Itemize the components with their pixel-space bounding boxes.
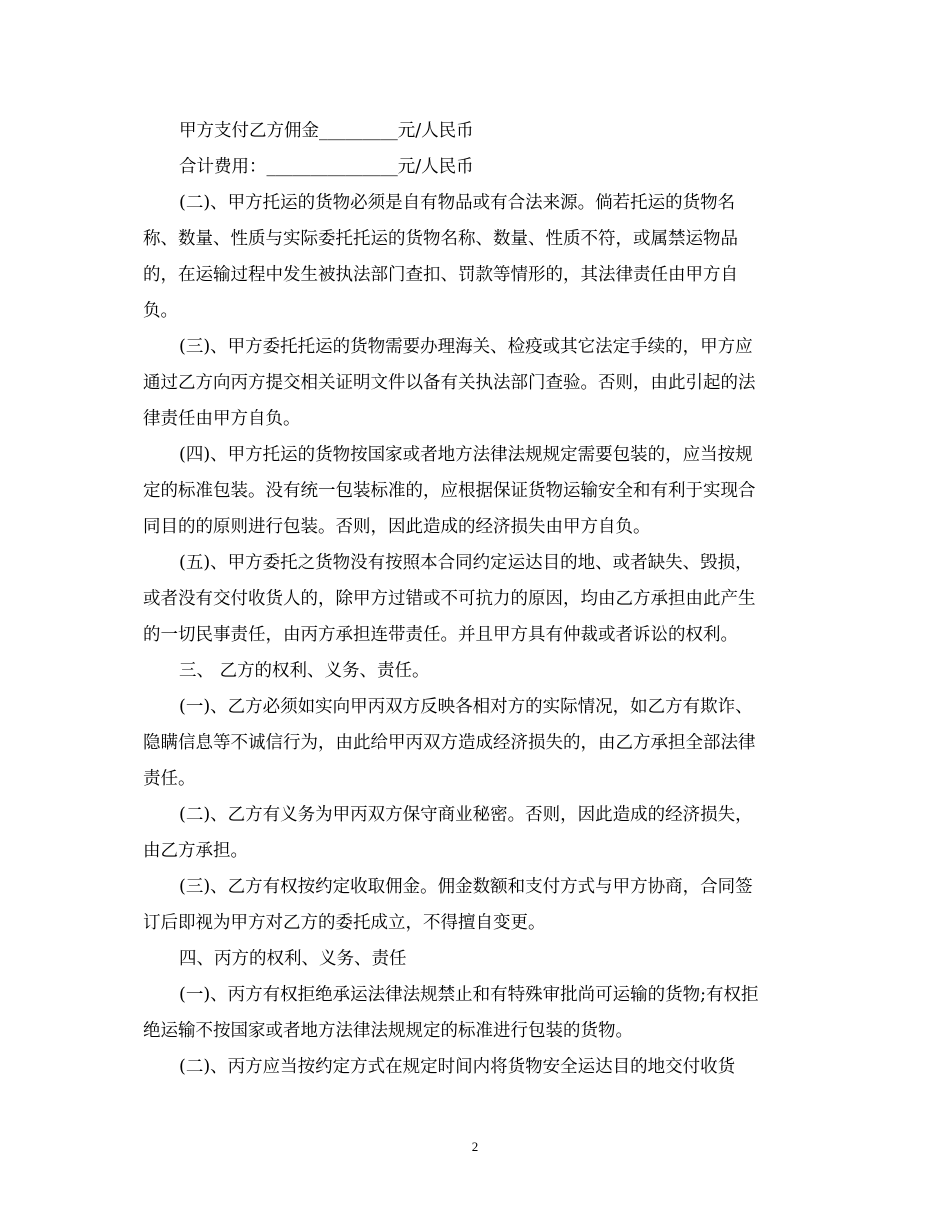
clause-3-1-line-1: (一)、乙方必须如实向甲丙双方反映各相对方的实际情况，如乙方有欺诈、 xyxy=(179,697,753,717)
clause-2-3-line-2: 通过乙方向丙方提交相关证明文件以备有关执法部门查验。否则，由此引起的法 xyxy=(143,373,756,393)
clause-3-3-line-2: 订后即视为甲方对乙方的委托成立，不得擅自变更。 xyxy=(143,913,546,933)
clause-2-5-line-1: (五)、甲方委托之货物没有按照本合同约定运达目的地、或者缺失、毁损， xyxy=(179,553,753,573)
clause-3-2-line-2: 由乙方承担。 xyxy=(143,841,248,861)
clause-2-2-line-2: 称、数量、性质与实际委托托运的货物名称、数量、性质不符，或属禁运物品 xyxy=(143,229,738,249)
clause-3-2-line-1: (二)、乙方有义务为甲丙双方保守商业秘密。否则，因此造成的经济损失， xyxy=(179,805,753,825)
clause-4-1-line-1: (一)、丙方有权拒绝承运法律法规禁止和有特殊审批尚可运输的货物;有权拒 xyxy=(179,985,759,1005)
clause-2-4-line-3: 同目的的原则进行包装。否则，因此造成的经济损失由甲方自负。 xyxy=(143,517,651,537)
clause-2-3-line-3: 律责任由甲方自负。 xyxy=(143,409,301,429)
clause-3-1-line-3: 责任。 xyxy=(143,769,196,789)
clause-2-3-line-1: (三)、甲方委托托运的货物需要办理海关、检疫或其它法定手续的，甲方应 xyxy=(179,337,753,357)
commission-line: 甲方支付乙方佣金_________元/人民币 xyxy=(179,121,474,141)
page-number: 2 xyxy=(471,1139,479,1154)
clause-2-2-line-3: 的，在运输过程中发生被执法部门查扣、罚款等情形的，其法律责任由甲方自 xyxy=(143,265,738,285)
clause-2-5-line-2: 或者没有交付收货人的，除甲方过错或不可抗力的原因，均由乙方承担由此产生 xyxy=(143,589,756,609)
clause-2-4-line-1: (四)、甲方托运的货物按国家或者地方法律法规规定需要包装的，应当按规 xyxy=(179,445,753,465)
document-body xyxy=(143,113,815,1085)
clause-4-1-line-2: 绝运输不按国家或者地方法律法规规定的标准进行包装的货物。 xyxy=(143,1021,633,1041)
clause-2-2-line-1: (二)、甲方托运的货物必须是自有物品或有合法来源。倘若托运的货物名 xyxy=(179,193,736,213)
clause-3-3-line-1: (三)、乙方有权按约定收取佣金。佣金数额和支付方式与甲方协商，合同签 xyxy=(179,877,753,897)
section-3-heading: 三、 乙方的权利、义务、责任。 xyxy=(179,661,430,681)
clause-2-2-line-4: 负。 xyxy=(143,301,178,321)
clause-3-1-line-2: 隐瞒信息等不诚信行为，由此给甲丙双方造成经济损失的，由乙方承担全部法律 xyxy=(143,733,756,753)
total-cost-line: 合计费用：_______________元/人民币 xyxy=(179,157,474,177)
clause-2-4-line-2: 定的标准包装。没有统一包装标准的，应根据保证货物运输安全和有利于实现合 xyxy=(143,481,756,501)
clause-2-5-line-3: 的一切民事责任，由丙方承担连带责任。并且甲方具有仲裁或者诉讼的权利。 xyxy=(143,625,738,645)
clause-4-2-line-1: (二)、丙方应当按约定方式在规定时间内将货物安全运达目的地交付收货 xyxy=(179,1057,736,1077)
section-4-heading: 四、丙方的权利、义务、责任 xyxy=(179,949,407,969)
